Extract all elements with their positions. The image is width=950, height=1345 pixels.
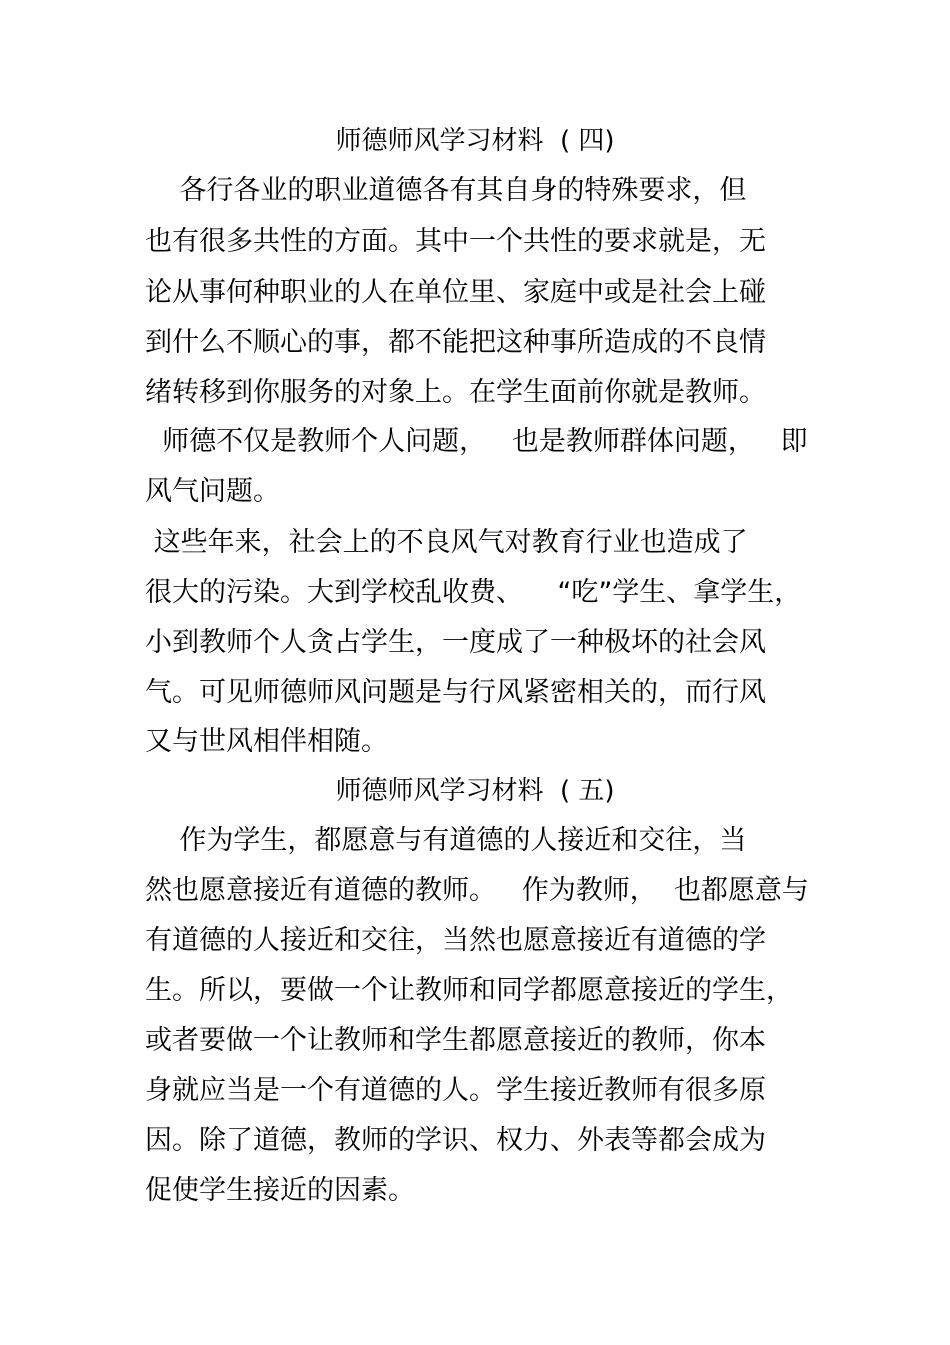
section-title-5: 师德师风学习材料 ( 五) [335, 776, 615, 806]
paragraph-line: 小到教师个人贪占学生，一度成了一种极坏的社会风 [145, 627, 766, 658]
paragraph-line: 到什么不顺心的事，都不能把这种事所造成的不良情 [145, 327, 766, 358]
paragraph-line: 生。所以，要做一个让教师和同学都愿意接近的学生， [145, 975, 793, 1006]
section-title-4: 师德师风学习材料 ( 四) [335, 126, 615, 156]
paragraph-line: 因。除了道德，教师的学识、权力、外表等都会成为 [145, 1125, 766, 1156]
paragraph-line: 很大的污染。大到学校乱收费、 “吃”学生、拿学生， [145, 577, 802, 608]
paragraph-line: 作为学生，都愿意与有道德的人接近和交往，当 [145, 825, 747, 856]
paragraph-line: 风气问题。 [145, 476, 280, 507]
paragraph-line: 论从事何种职业的人在单位里、家庭中或是社会上碰 [145, 277, 766, 308]
paragraph-line: 又与世风相伴相随。 [145, 726, 388, 757]
paragraph-line: 这些年来，社会上的不良风气对教育行业也造成了 [145, 527, 748, 558]
paragraph-line: 有道德的人接近和交往，当然也愿意接近有道德的学 [145, 925, 766, 956]
paragraph-line: 身就应当是一个有道德的人。学生接近教师有很多原 [145, 1075, 766, 1106]
paragraph-line: 各行各业的职业道德各有其自身的特殊要求，但 [145, 175, 747, 206]
paragraph-line: 气。可见师德师风问题是与行风紧密相关的，而行风 [145, 677, 766, 708]
paragraph-line: 绪转移到你服务的对象上。在学生面前你就是教师。 [145, 377, 766, 408]
paragraph-line: 或者要做一个让教师和学生都愿意接近的教师，你本 [145, 1025, 766, 1056]
paragraph-line: 然也愿意接近有道德的教师。 作为教师， 也都愿意与 [145, 875, 809, 906]
paragraph-line: 促使学生接近的因素。 [145, 1175, 415, 1206]
paragraph-line: 师德不仅是教师个人问题， 也是教师群体问题， 即 [145, 426, 808, 457]
paragraph-line: 也有很多共性的方面。其中一个共性的要求就是，无 [145, 226, 766, 257]
